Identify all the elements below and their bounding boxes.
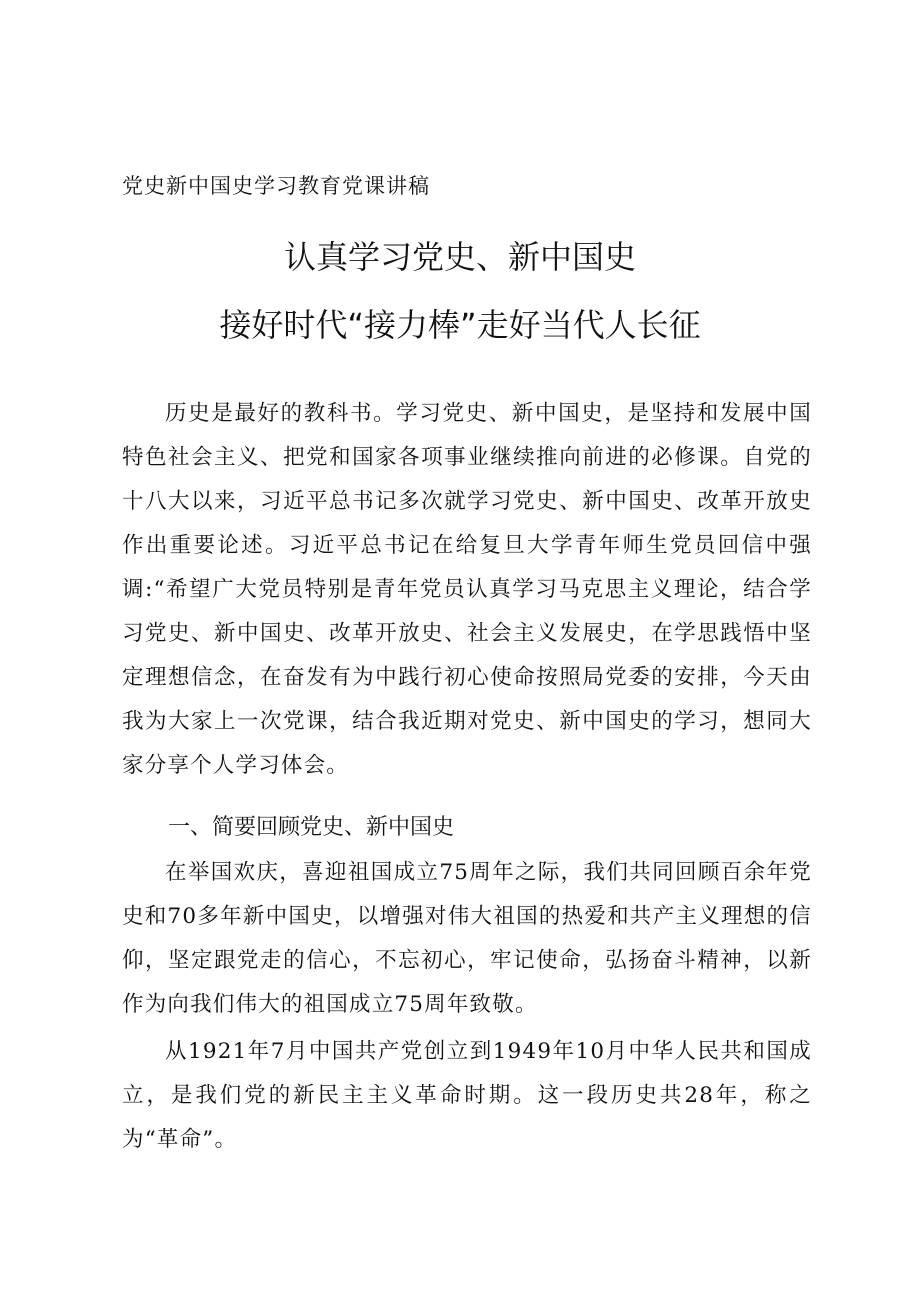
section-heading: 一、简要回顾党史、新中国史 [168,815,455,840]
document-label: 党史新中国史学习教育党课讲稿 [122,174,430,198]
body-paragraph-3: 从1921年7月中国共产党创立到1949年10月中华人民共和国成立，是我们党的新民主主义革命时期。这一段历史共28年，称之为“革命”。 [122,1039,812,1152]
body-paragraph-2: 在举国欢庆，喜迎祖国成立75周年之际，我们共同回顾百余年党史和70多年新中国史，以增强对伟大祖国的热爱和共产主义理想的信仰，坚定跟党走的信心，不忘初心，牢记使命，弘扬奋斗精神，以新作为向我们伟大的祖国成立75周年致敬。 [122,860,812,1017]
body-paragraph-1: 历史是最好的教科书。学习党史、新中国史，是坚持和发展中国特色社会主义、把党和国家各项事业继续推向前进的必修课。自党的十八大以来，习近平总书记多次就学习党史、新中国史、改革开放史作出重要论述。习近平总书记在给复旦大学青年师生党员回信中强调:“希望广大党员特别是青年党员认真学习马克思主义理论，结合学习党史、新中国史、改革开放史、社会主义发展史，在学思践悟中坚定理想信念，在奋发有为中践行初心使命按照局党委的安排，今天由我为大家上一次党课，结合我近期对党史、新中国史的学习，想同大家分享个人学习体会。 [122,401,812,778]
body-paragraph-3-block [122,1030,812,1162]
body-paragraph-1-block [122,392,812,788]
body-paragraph-2-block [122,851,812,1027]
title-line-2: 接好时代“接力棒”走好当代人长征 [219,306,701,344]
title-line-1: 认真学习党史、新中国史 [283,238,636,276]
